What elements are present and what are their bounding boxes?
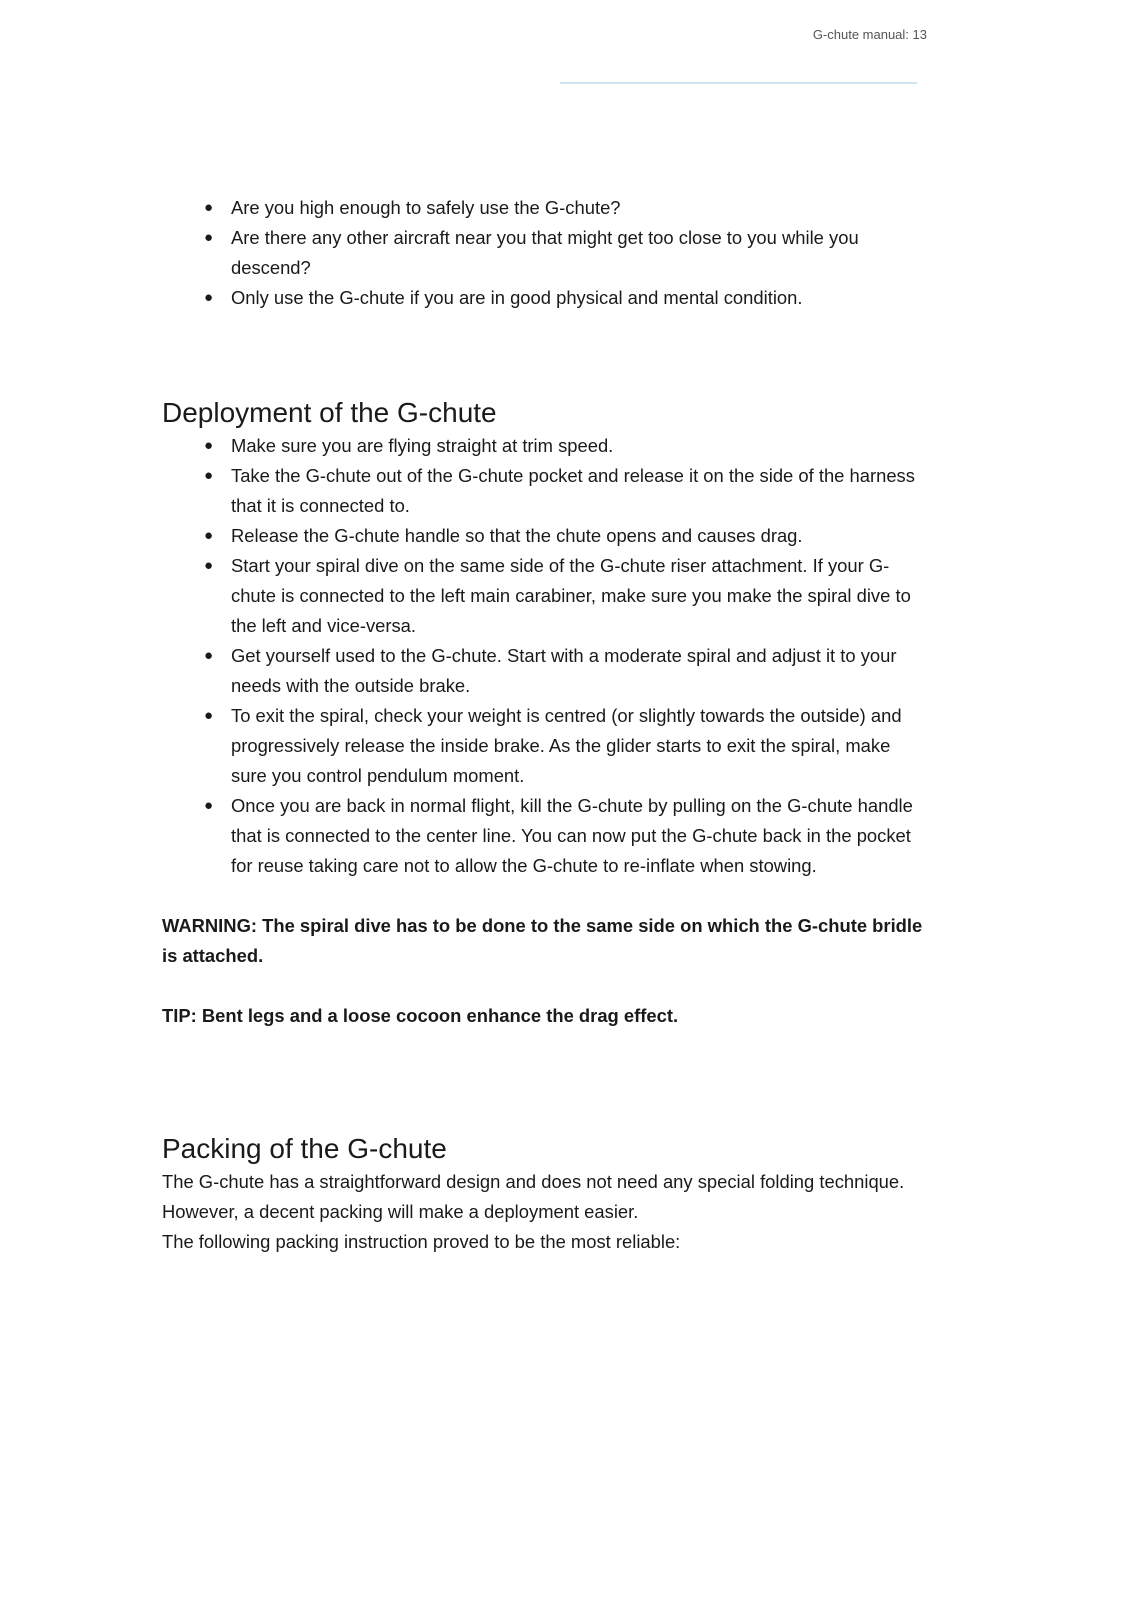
list-item	[162, 551, 927, 641]
bullet-icon: ●	[204, 437, 214, 454]
list-item-text: Only use the G-chute if you are in good physical and mental condition.	[231, 287, 803, 308]
bullet-icon: ●	[204, 797, 214, 814]
list-item	[162, 791, 927, 881]
list-item-text: Get yourself used to the G-chute. Start with a moderate spiral and adjust it to your needs with the outside brake.	[231, 645, 897, 696]
bullet-icon: ●	[204, 467, 214, 484]
bullet-icon: ●	[204, 229, 214, 246]
list-item	[162, 431, 927, 461]
tip-note: TIP: Bent legs and a loose cocoon enhance the drag effect.	[162, 1005, 679, 1026]
list-item-text: Start your spiral dive on the same side of the G-chute riser attachment. If your G-chute is connected to the left main carabiner, make sure you make the spiral dive to the left and vice-versa.	[231, 555, 911, 636]
bullet-icon: ●	[204, 199, 214, 216]
warning-note: WARNING: The spiral dive has to be done to the same side on which the G-chute bridle is attached.	[162, 915, 923, 966]
packing-paragraph: The G-chute has a straightforward design and does not need any special folding technique.	[162, 1171, 905, 1192]
packing-heading: Packing of the G-chute	[162, 1133, 447, 1164]
list-item-text: Once you are back in normal flight, kill the G-chute by pulling on the G-chute handle that is connected to the center line. You can now put the G-chute back in the pocket for reuse taking care not to allow the G-chute to re-inflate when stowing.	[231, 795, 913, 876]
intro-checklist	[162, 193, 927, 313]
list-item-text: Are there any other aircraft near you that might get too close to you while you descend?	[231, 227, 859, 278]
spacer	[162, 971, 927, 1001]
list-item	[162, 461, 927, 521]
page-header: G-chute manual: 13	[812, 27, 927, 42]
list-item-text: Make sure you are flying straight at trim speed.	[231, 435, 614, 456]
packing-paragraph: The following packing instruction proved to be the most reliable:	[162, 1231, 681, 1252]
bullet-icon: ●	[204, 557, 214, 574]
list-item	[162, 701, 927, 791]
list-item	[162, 223, 927, 283]
list-item-text: Take the G-chute out of the G-chute pocket and release it on the side of the harness that it is connected to.	[231, 465, 915, 516]
bullet-icon: ●	[204, 289, 214, 306]
list-item	[162, 193, 927, 223]
list-item-text: Are you high enough to safely use the G-chute?	[231, 197, 621, 218]
spacer	[162, 881, 927, 911]
list-item-text: Release the G-chute handle so that the chute opens and causes drag.	[231, 525, 803, 546]
spacer	[162, 313, 927, 395]
list-item	[162, 283, 927, 313]
deployment-steps	[162, 431, 927, 881]
list-item	[162, 521, 927, 551]
list-item	[162, 641, 927, 701]
deployment-heading: Deployment of the G-chute	[162, 397, 497, 428]
bullet-icon: ●	[204, 527, 214, 544]
page-content	[162, 193, 927, 1257]
list-item-text: To exit the spiral, check your weight is centred (or slightly towards the outside) and progressively release the inside brake. As the glider starts to exit the spiral, make sure you control pendulum moment.	[231, 705, 902, 786]
packing-paragraph: However, a decent packing will make a deployment easier.	[162, 1201, 639, 1222]
bullet-icon: ●	[204, 707, 214, 724]
spacer	[162, 1031, 927, 1131]
bullet-icon: ●	[204, 647, 214, 664]
header-rule	[560, 82, 917, 84]
